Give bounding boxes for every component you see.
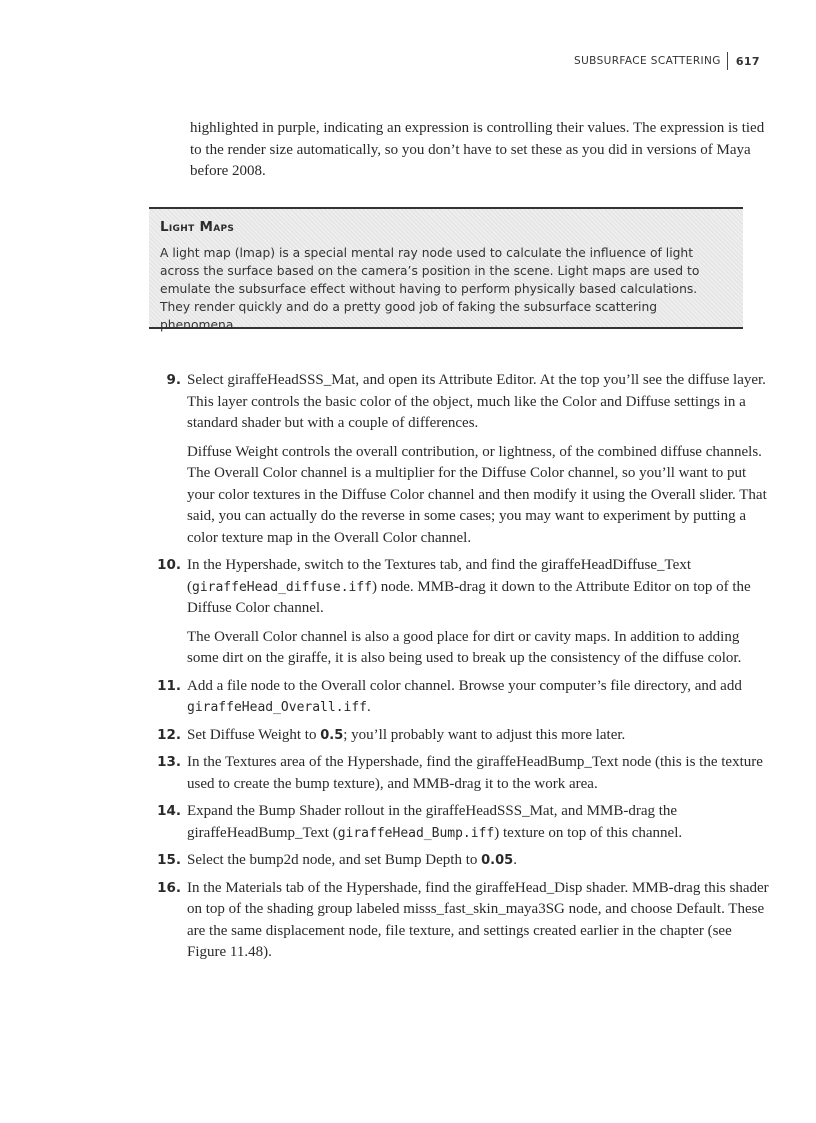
text-run: ; you’ll probably want to adjust this more later. (343, 726, 626, 743)
step-body (187, 676, 769, 719)
text-run: ) node. MMB-drag it down to the Attribute Editor on top of the Diffuse Color channel. (187, 578, 751, 616)
step-list (147, 370, 777, 970)
light-maps-sidebar (149, 207, 743, 332)
step-12 (147, 725, 777, 747)
step-number: 15. (157, 852, 181, 868)
text-run: In the Hypershade, switch to the Textures tab, and find the giraffeHeadDiffuse_Text ( (187, 557, 691, 595)
step-number: 12. (157, 726, 181, 743)
file-name: giraffeHead_diffuse.iff (192, 579, 373, 595)
step-body (187, 370, 769, 549)
step-number: 11. (157, 677, 181, 694)
step-body (187, 801, 769, 844)
step-text (187, 850, 769, 872)
step-number: 10. (157, 557, 181, 573)
step-body (187, 878, 769, 964)
step-13 (147, 752, 777, 795)
text-run: . (513, 852, 517, 868)
step-text (187, 555, 769, 620)
step-note: The Overall Color channel is also a good place for dirt or cavity maps. In addition to adding some dirt on the giraffe, it is also being used to break up the consistency of the diffuse color. (187, 628, 742, 666)
step-9 (147, 370, 777, 549)
step-text: In the Textures area of the Hypershade, find the giraffeHeadBump_Text node (this is the texture used to create the bump texture), and MMB-drag it to the work area. (187, 754, 763, 792)
file-name: giraffeHead_Overall.iff (187, 700, 368, 715)
step-text (187, 801, 769, 844)
setting-value: 0.5 (320, 727, 344, 743)
step-text: Select giraffeHeadSSS_Mat, and open its Attribute Editor. At the top you’ll see the diffuse layer. This layer controls the basic color of the object, much like the Color and Diffuse settings in a standard shader but with a couple of differences. (187, 372, 766, 431)
step-text (187, 676, 769, 719)
step-body (187, 725, 769, 747)
text-run: ) texture on top of this channel. (494, 824, 683, 841)
section-title: SUBSURFACE SCATTERING (574, 55, 721, 67)
step-body (187, 555, 769, 670)
step-number: 13. (157, 754, 181, 770)
running-head (574, 52, 760, 70)
step-number: 14. (157, 803, 181, 819)
header-divider (727, 52, 728, 70)
step-10 (147, 555, 777, 670)
step-14 (147, 801, 777, 844)
sidebar-body: A light map (lmap) is a special mental ray node used to calculate the influence of light across the surface based on the camera’s position in the scene. Light maps are used to emulate the subsurface effect without having to perform physically based calculations. They render quickly and do a pretty good job of faking the subsurface scattering phenomena. (160, 246, 700, 332)
step-11 (147, 676, 777, 719)
step-15 (147, 850, 777, 872)
file-name: giraffeHead_Bump.iff (337, 825, 495, 841)
text-run: . (367, 699, 371, 715)
step-16 (147, 878, 777, 964)
step-body (187, 752, 769, 795)
step-text: In the Materials tab of the Hypershade, find the giraffeHead_Disp shader. MMB-drag this shader on top of the shading group labeled misss_fast_skin_maya3SG node, and choose Default. These are the same displacement node, file texture, and settings created earlier in the chapter (see Figure 11.48). (187, 879, 769, 960)
step-note: Diffuse Weight controls the overall contribution, or lightness, of the combined diffuse channels. The Overall Color channel is a multiplier for the Diffuse Color channel, so you’ll want to put your color textures in the Diffuse Color channel and then modify it using the Overall slider. That said, you can actually do the reverse in some cases; you may want to experiment by putting a color texture map in the Overall Color channel. (187, 443, 767, 546)
page-number: 617 (735, 54, 760, 68)
text-run: Select the bump2d node, and set Bump Depth to (187, 852, 482, 868)
text-run: Set Diffuse Weight to (187, 726, 321, 743)
intro-paragraph: highlighted in purple, indicating an expression is controlling their values. The expression is tied to the render size automatically, so you don’t have to set these as you did in versions of Maya before 2008. (190, 120, 765, 179)
step-body (187, 850, 769, 872)
step-number: 16. (157, 879, 181, 896)
step-text (187, 725, 769, 747)
text-run: Expand the Bump Shader rollout in the giraffeHeadSSS_Mat, and MMB-drag the giraffeHeadBump_Text ( (187, 803, 678, 841)
step-number: 9. (166, 372, 181, 388)
text-run: Add a file node to the Overall color channel. Browse your computer’s file directory, and add (187, 677, 742, 694)
setting-value: 0.05 (481, 853, 514, 868)
sidebar-title: Light Maps (160, 219, 235, 235)
